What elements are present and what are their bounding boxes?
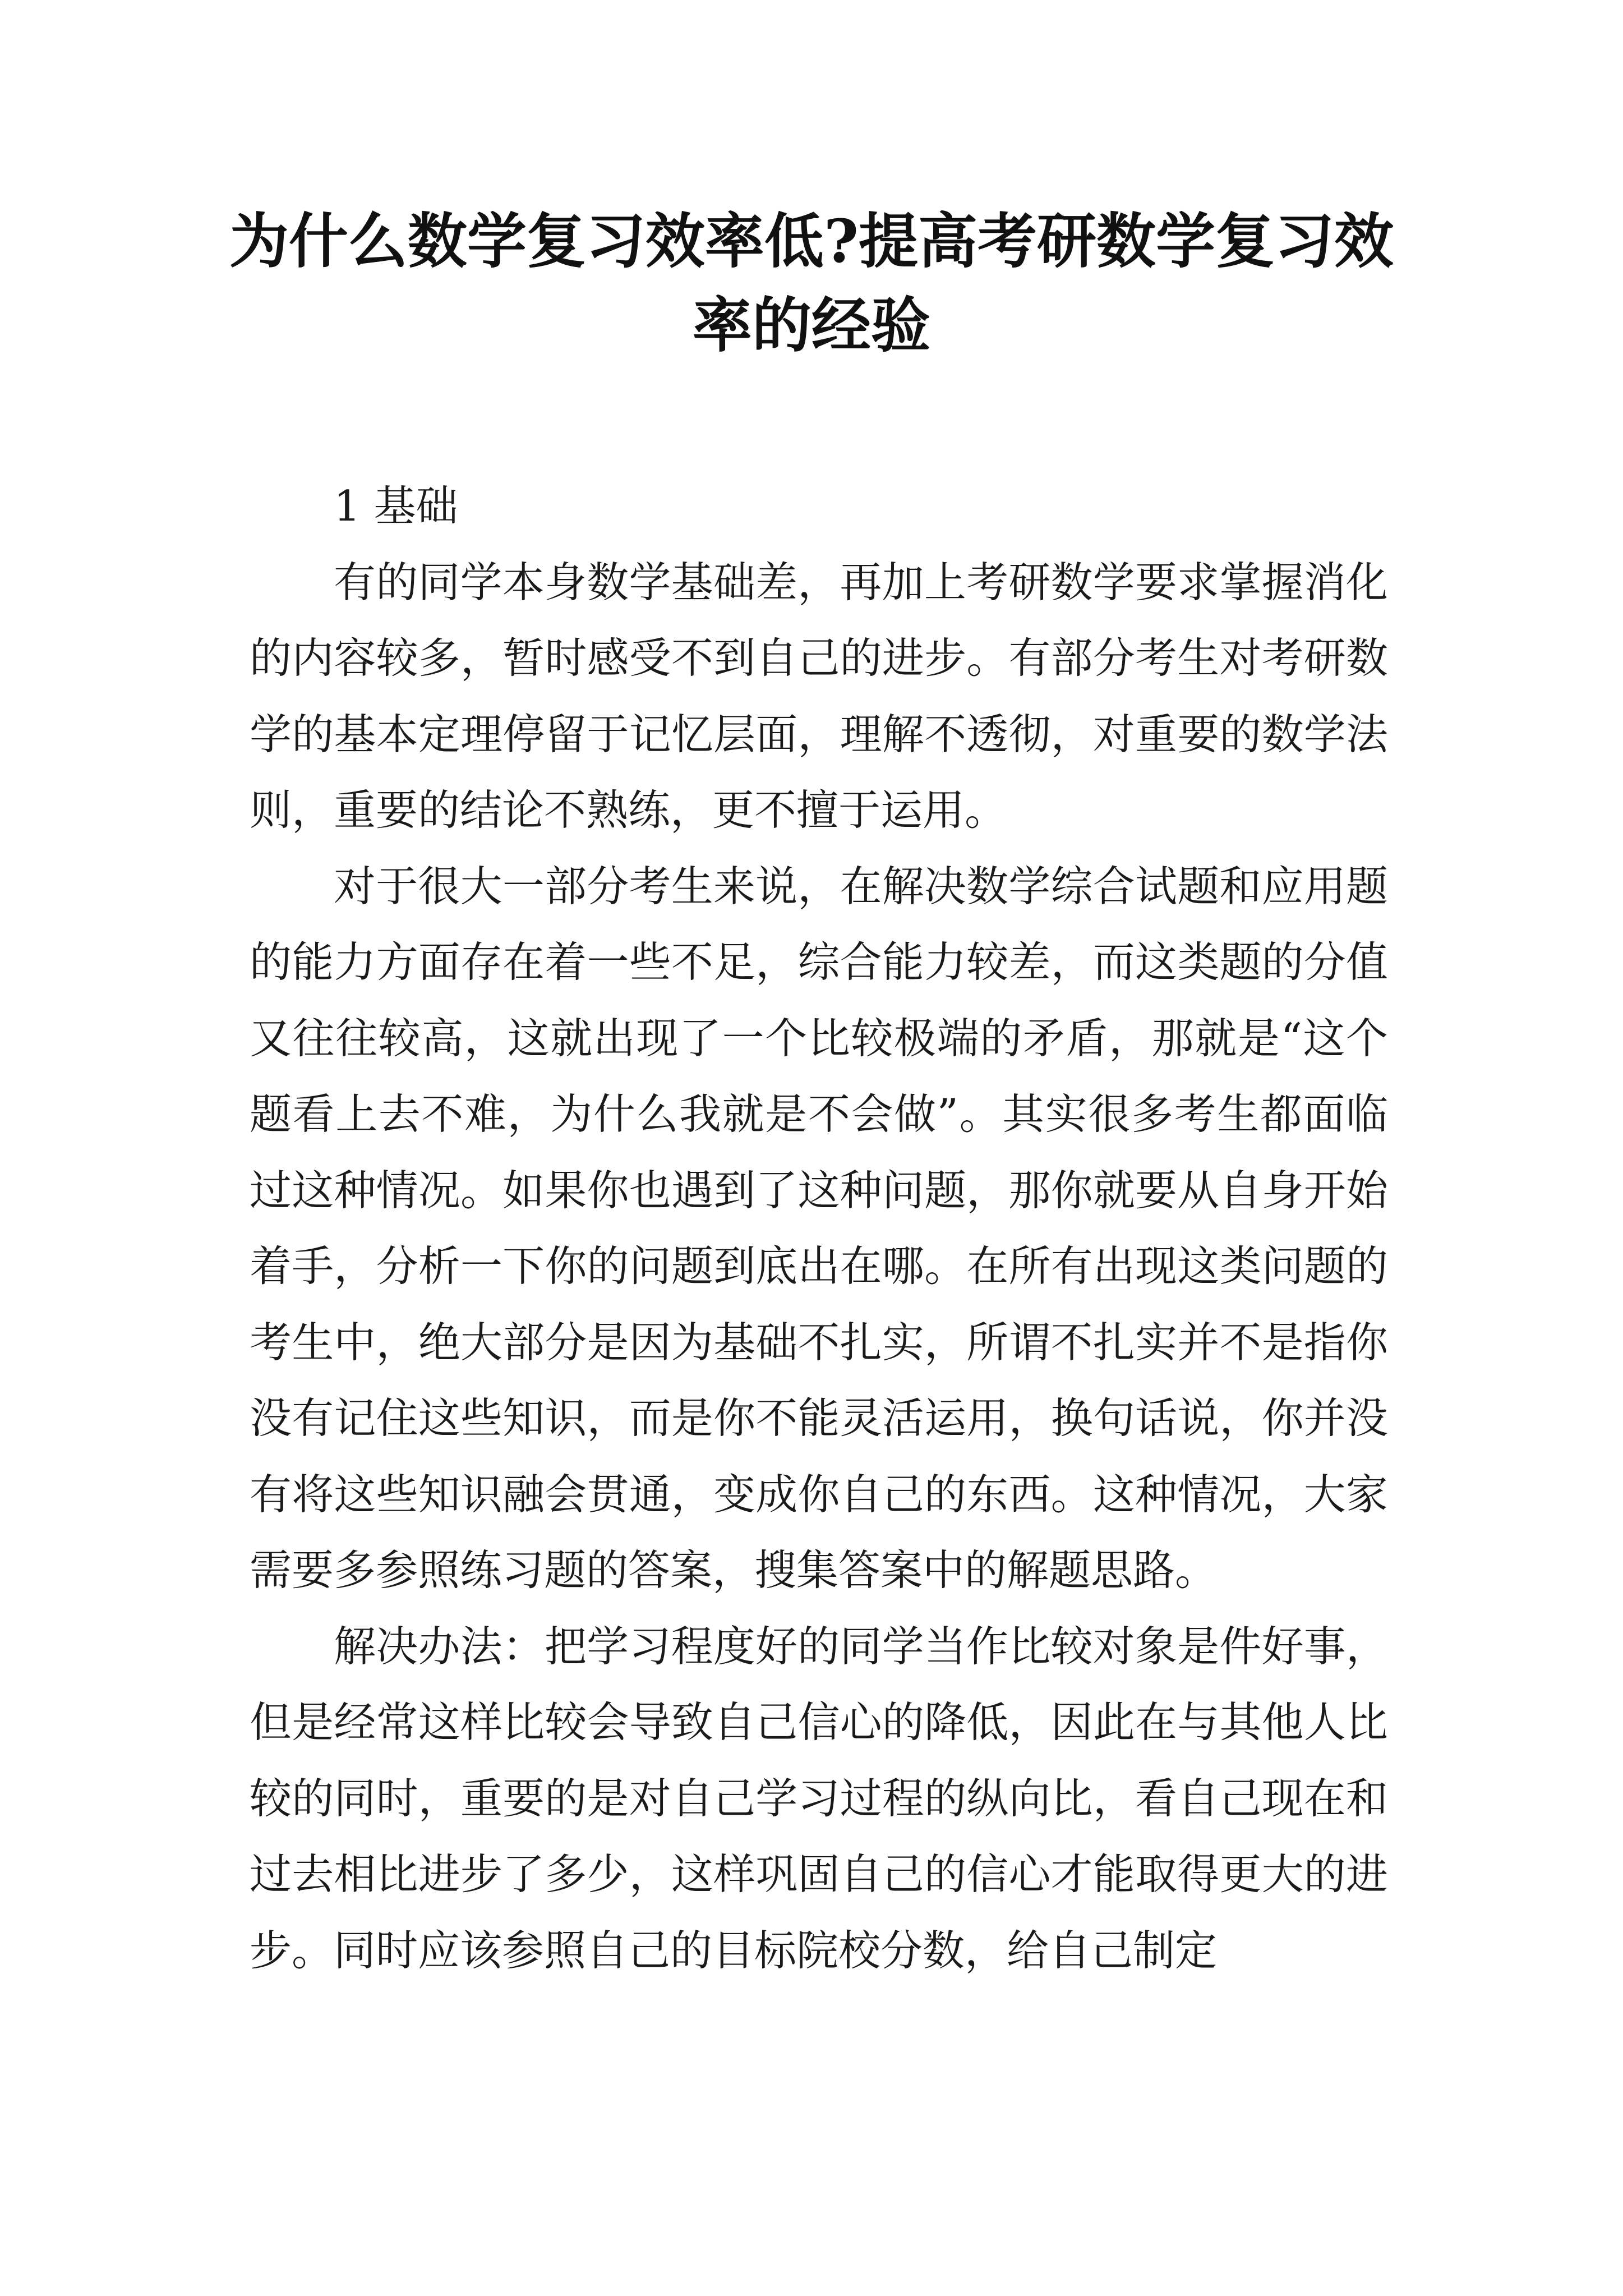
paragraph: 对于很大一部分考生来说，在解决数学综合试题和应用题的能力方面存在着一些不足，综合能力较差，而这类题的分值又往往较高，这就出现了一个比较极端的矛盾，那就是“这个题看上去不难，为什么我就是不会做”。其实很多考生都面临过这种情况。如果你也遇到了这种问题，那你就要从自身开始着手，分析一下你的问题到底出在哪。在所有出现这类问题的考生中，绝大部分是因为基础不扎实，所谓不扎实并不是指你没有记住这些知识，而是你不能灵活运用，换句话说，你并没有将这些知识融会贯通，变成你自己的东西。这种情况，大家需要多参照练习题的答案，搜集答案中的解题思路。: [250, 861, 1388, 1595]
section-heading: 1 基础: [334, 481, 458, 531]
paragraph: 解决办法：把学习程度好的同学当作比较对象是件好事，但是经常这样比较会导致自己信心的降低，因此在与其他人比较的同时，重要的是对自己学习过程的纵向比，看自己现在和过去相比进步了多少，这样巩固自己的信心才能取得更大的进步。同时应该参照自己的目标院校分数，给自己制定: [250, 1621, 1388, 1975]
document-body: [250, 468, 1388, 1989]
paragraph: 有的同学本身数学基础差，再加上考研数学要求掌握消化的内容较多，暂时感受不到自己的进步。有部分考生对考研数学的基本定理停留于记忆层面，理解不透彻，对重要的数学法则，重要的结论不熟练，更不擅于运用。: [250, 557, 1388, 835]
document-title: 为什么数学复习效率低?提高考研数学复习效率的经验: [229, 206, 1394, 360]
